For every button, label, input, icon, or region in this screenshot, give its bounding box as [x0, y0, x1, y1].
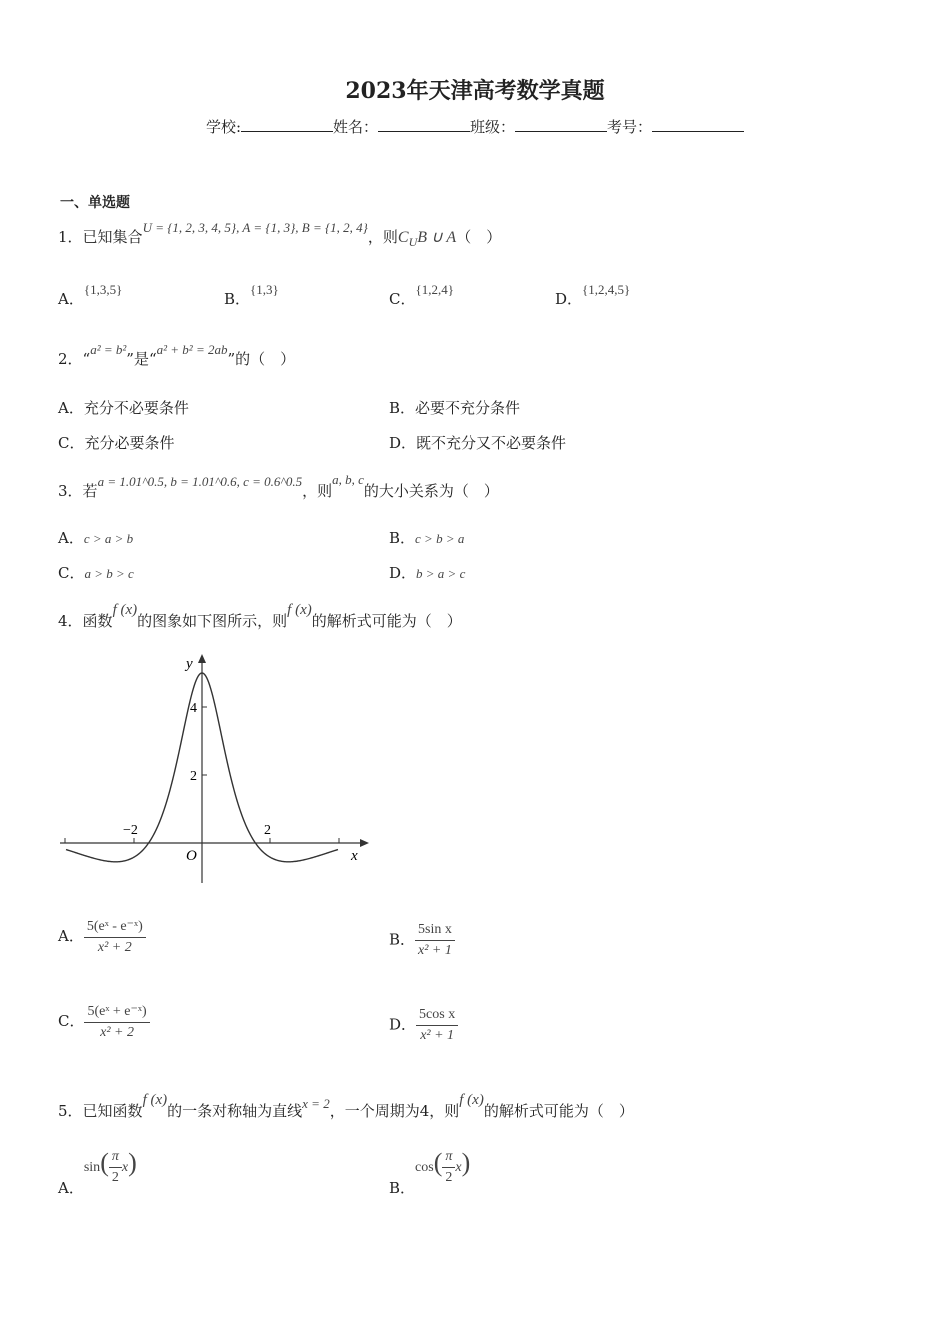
q2-condition-2: a² + b² = 2ab: [156, 342, 228, 357]
fraction-numerator: 5(eˣ + e⁻ˣ): [84, 1003, 149, 1023]
name-blank[interactable]: [378, 117, 470, 132]
q4-option-b[interactable]: [389, 922, 455, 959]
option-label: C．: [58, 434, 85, 452]
fraction-denominator: 2: [445, 1169, 453, 1185]
q4-option-c[interactable]: [58, 1003, 150, 1041]
option-label: A．: [58, 529, 84, 547]
origin-label: O: [186, 848, 197, 864]
option-label: B．: [389, 930, 416, 949]
fraction-denominator: 2: [111, 1169, 119, 1185]
q4-mid: 的图象如下图所示，则: [137, 612, 288, 630]
q1-paren: （ ）: [456, 228, 502, 246]
fraction-denominator: x² + 1: [418, 943, 452, 958]
q2-option-a[interactable]: [58, 397, 189, 418]
option-function: sin: [83, 1160, 101, 1175]
question-2: [58, 342, 296, 369]
q2-option-d[interactable]: [389, 432, 566, 453]
y-tick-label-4: 4: [190, 701, 197, 716]
q5-mid2: ，一个周期为4，则: [329, 1102, 460, 1120]
option-fraction: [416, 1007, 458, 1044]
fraction-numerator: 5cos x: [416, 1007, 458, 1026]
question-5: [58, 1092, 634, 1121]
q1-complement-sub: U: [408, 235, 418, 249]
q3-option-a[interactable]: [58, 527, 133, 548]
option-label: C．: [389, 290, 416, 308]
option-fraction: [415, 922, 455, 959]
option-fraction: [84, 1003, 149, 1041]
q1-complement: C: [397, 229, 409, 246]
q2-number: 2．: [58, 350, 83, 368]
option-fraction: [442, 1149, 455, 1186]
q3-definitions: a = 1.01^0.5, b = 1.01^0.6, c = 0.6^0.5: [97, 474, 303, 489]
school-label: 学校:: [205, 118, 241, 136]
q3-vars: a, b, c: [332, 472, 364, 487]
y-axis-label: y: [186, 656, 193, 672]
q4-post: 的解析式可能为（ ）: [311, 612, 462, 630]
x-axis-label: x: [351, 848, 358, 864]
option-label: A．: [58, 399, 84, 417]
option-value: {1,2,4,5}: [582, 282, 631, 297]
student-info-line: [0, 116, 950, 137]
option-value: {1,2,4}: [415, 282, 454, 297]
y-tick-label-2: 2: [190, 769, 197, 784]
option-value: b > a > c: [416, 566, 466, 581]
option-label: D．: [389, 564, 417, 582]
name-label: 姓名：: [333, 118, 379, 136]
fraction-numerator: π: [442, 1149, 455, 1168]
q2-condition-1: a² = b²: [90, 342, 127, 357]
option-fraction: [109, 1149, 122, 1186]
option-value: 必要不充分条件: [415, 399, 521, 417]
option-label: D．: [389, 434, 417, 452]
q5-post: 的解析式可能为（ ）: [483, 1102, 634, 1120]
q3-post: 的大小关系为（ ）: [363, 482, 499, 500]
q2-quote-open: “: [82, 350, 91, 368]
q2-connector: ”是“: [126, 350, 157, 368]
page-title: 2023年天津高考数学真题: [345, 78, 605, 104]
option-value: a > b > c: [84, 566, 134, 581]
school-blank[interactable]: [241, 117, 333, 132]
option-fraction: [84, 918, 146, 956]
option-variable: x: [121, 1160, 129, 1175]
fraction-denominator: x² + 2: [97, 940, 132, 955]
q1-pre: 已知集合: [82, 228, 143, 246]
option-label: A．: [58, 290, 84, 308]
q1-expression: B ∪ A: [417, 229, 457, 246]
q4-option-d[interactable]: [389, 1007, 458, 1044]
q2-option-c[interactable]: [58, 432, 175, 453]
fraction-numerator: 5sin x: [415, 922, 455, 941]
option-label: A．: [58, 1179, 84, 1197]
q5-number: 5．: [58, 1102, 83, 1120]
q5-axis-line: x = 2: [302, 1096, 330, 1111]
fraction-numerator: π: [109, 1149, 122, 1168]
x-tick-label-2: 2: [264, 823, 271, 838]
q5-pre: 已知函数: [82, 1102, 143, 1120]
option-label: C．: [58, 1012, 85, 1030]
q2-option-b[interactable]: [389, 397, 520, 418]
q4-function-2: f (x): [287, 602, 312, 618]
q5-function: f (x): [142, 1092, 168, 1108]
section-heading: 一、单选题: [60, 195, 130, 211]
q1-option-b[interactable]: [224, 282, 279, 309]
q3-mid: ，则: [302, 482, 333, 500]
number-label: 考号：: [607, 118, 653, 136]
number-blank[interactable]: [652, 117, 744, 132]
option-label: B．: [389, 399, 416, 417]
option-value: {1,3}: [250, 282, 279, 297]
class-label: 班级：: [470, 118, 516, 136]
q1-option-d[interactable]: [555, 282, 631, 309]
option-label: D．: [389, 1015, 417, 1034]
option-label: B．: [224, 290, 251, 308]
q1-option-a[interactable]: [58, 282, 123, 309]
q4-pre: 函数: [82, 612, 113, 630]
y-axis-arrow: [198, 654, 206, 663]
x-tick-label-neg2: −2: [123, 823, 138, 838]
q5-option-b[interactable]: B．cos( $\frac{\pi}{2}$ x): [389, 1148, 471, 1197]
question-4: [58, 602, 462, 631]
option-value: {1,3,5}: [83, 282, 123, 297]
q5-function-2: f (x): [459, 1092, 484, 1108]
option-value: 充分不必要条件: [83, 399, 189, 417]
q3-number: 3．: [58, 482, 83, 500]
question-1: [58, 220, 502, 250]
class-blank[interactable]: [515, 117, 607, 132]
option-label: C．: [58, 564, 85, 582]
q4-number: 4．: [58, 612, 83, 630]
option-value: 充分必要条件: [84, 434, 175, 452]
q5-mid: 的一条对称轴为直线: [167, 1102, 303, 1120]
fraction-denominator: x² + 2: [100, 1025, 134, 1040]
q1-option-c[interactable]: [389, 282, 454, 309]
q2-tail: ”的（ ）: [227, 350, 296, 368]
question-3: [58, 472, 499, 501]
option-label: A．: [58, 927, 84, 945]
q3-option-c[interactable]: [58, 562, 134, 583]
q1-number: 1．: [58, 228, 83, 246]
option-variable: x: [455, 1160, 462, 1175]
option-function: cos: [415, 1160, 434, 1175]
option-label: D．: [555, 290, 583, 308]
fraction-denominator: x² + 1: [420, 1028, 455, 1043]
option-label: B．: [389, 529, 416, 547]
function-graph: [55, 648, 375, 888]
option-label: B．: [389, 1179, 416, 1197]
q3-pre: 若: [82, 482, 98, 500]
q3-option-b[interactable]: [389, 527, 464, 548]
q5-option-a[interactable]: A．sin( $\frac{\pi}{2}$ x): [58, 1148, 137, 1197]
option-value: c > a > b: [83, 531, 134, 546]
q4-function: f (x): [112, 602, 138, 618]
fraction-numerator: 5(eˣ - e⁻ˣ): [84, 918, 146, 938]
x-axis-arrow: [360, 839, 369, 847]
q1-mid: ，则: [367, 228, 398, 246]
option-value: 既不充分又不必要条件: [416, 434, 567, 452]
q1-sets: U = {1, 2, 3, 4, 5}, A = {1, 3}, B = {1, 2, 4}: [142, 220, 368, 235]
q4-option-a[interactable]: [58, 918, 146, 956]
option-value: c > b > a: [415, 531, 465, 546]
q3-option-d[interactable]: [389, 562, 465, 583]
